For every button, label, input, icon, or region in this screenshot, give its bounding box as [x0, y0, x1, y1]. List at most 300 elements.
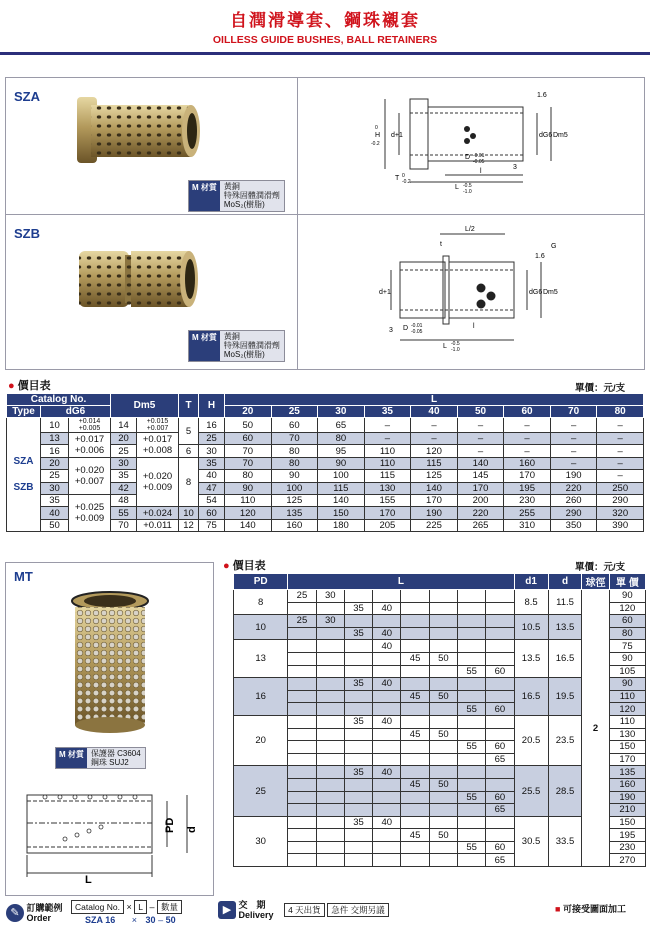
l-cell: [288, 728, 316, 741]
l-cell: [486, 615, 514, 628]
l-cell: 35: [344, 816, 372, 829]
tol-text: +0.024: [142, 507, 173, 519]
D-cell: 25: [111, 445, 137, 457]
l-cell: 25: [288, 615, 316, 628]
dim-label: 3: [389, 327, 393, 334]
material-line: MoS₂(樹脂): [223, 350, 265, 360]
order-label-en: Order: [26, 913, 52, 923]
price-cell: 230: [609, 841, 645, 854]
price-cell: 110: [225, 494, 272, 506]
price-cell: 70: [225, 445, 272, 457]
l-cell: [373, 829, 401, 842]
price-cell: –: [597, 470, 644, 482]
mt-material: [55, 747, 146, 769]
dim-label: d: [186, 826, 198, 833]
l-cell: [344, 791, 372, 804]
l-cell: [429, 715, 457, 728]
price-cell: 115: [318, 482, 365, 494]
l-cell: 50: [429, 652, 457, 665]
l-cell: [316, 652, 344, 665]
price-cell: 320: [597, 507, 644, 519]
price-cell: 255: [504, 507, 551, 519]
tol-text: +0.020: [142, 471, 173, 483]
l-cell: 35: [344, 627, 372, 640]
l-cell: [401, 590, 429, 603]
l-cell: 55: [458, 791, 486, 804]
price-cell: –: [550, 418, 597, 433]
l-cell: 60: [486, 791, 514, 804]
l-cell: [458, 804, 486, 817]
tol-text: +0.025: [74, 502, 105, 514]
l-cell: [288, 715, 316, 728]
order-l-box: L: [134, 900, 147, 914]
h-cell: 25: [199, 433, 225, 445]
l-cell: 40: [373, 640, 401, 653]
Dtol-cell: [137, 457, 179, 507]
price-cell: 110: [364, 445, 411, 457]
table-row: [7, 494, 644, 506]
price-cell: –: [550, 445, 597, 457]
dim-label: 3: [513, 164, 517, 171]
delivery-days-box: [284, 903, 325, 917]
d1-cell: 30.5: [514, 816, 548, 866]
price-cell: 230: [504, 494, 551, 506]
l-cell: [458, 753, 486, 766]
dim-label: PD: [164, 817, 176, 833]
l-cell: [486, 816, 514, 829]
l-cell: [373, 703, 401, 716]
D-cell: 70: [111, 519, 137, 531]
price-cell: 120: [609, 602, 645, 615]
price-cell: 90: [609, 590, 645, 603]
l-cell: [429, 615, 457, 628]
h-cell: 16: [199, 418, 225, 433]
l-cell: [458, 615, 486, 628]
price-cell: 250: [597, 482, 644, 494]
price-cell: 80: [609, 627, 645, 640]
l-cell: [288, 804, 316, 817]
l-cell: [486, 829, 514, 842]
l-cell: 50: [429, 778, 457, 791]
l-cell: [429, 753, 457, 766]
dtol-cell: [69, 418, 111, 433]
price-cell: –: [411, 433, 458, 445]
dim-label: Dm5: [543, 289, 558, 296]
l-cell: [288, 816, 316, 829]
page-title-en: OILLESS GUIDE BUSHES, BALL RETAINERS: [212, 34, 438, 46]
price-cell: 115: [411, 457, 458, 469]
l-cell: [288, 766, 316, 779]
price-cell: 190: [411, 507, 458, 519]
price-cell: 155: [364, 494, 411, 506]
price-cell: 140: [457, 457, 504, 469]
h-cell: 40: [199, 470, 225, 482]
h-cell: 60: [199, 507, 225, 519]
price-cell: 90: [609, 652, 645, 665]
price-cell: 75: [609, 640, 645, 653]
mt-drawing: [15, 785, 210, 885]
l-cell: 45: [401, 690, 429, 703]
dim-label: -1.0: [463, 189, 472, 195]
price-cell: 90: [271, 470, 318, 482]
price-cell: 200: [457, 494, 504, 506]
t-cell: 8: [179, 457, 199, 507]
l-cell: [486, 652, 514, 665]
material-line: MoS₂(樹脂): [223, 200, 265, 210]
l-cell: [429, 602, 457, 615]
tol-text: +0.014 +0.005: [78, 418, 101, 432]
order-qty-box: 數量: [157, 900, 182, 914]
l-cell: [288, 678, 316, 691]
dim-label: H: [375, 132, 381, 139]
price-cell: 310: [504, 519, 551, 531]
price-cell: 225: [411, 519, 458, 531]
l-cell: [486, 690, 514, 703]
l-cell: 60: [486, 741, 514, 754]
l-cell: [429, 627, 457, 640]
l-cell: [316, 690, 344, 703]
price-cell: 220: [550, 482, 597, 494]
l-cell: [401, 766, 429, 779]
price-cell: 110: [609, 690, 645, 703]
custom-note: [555, 902, 626, 915]
table-row: [7, 457, 644, 469]
D-cell: 42: [111, 482, 137, 494]
mt-ball-retainer-image: [60, 585, 160, 735]
l-cell: [316, 854, 344, 867]
l-cell: 40: [373, 766, 401, 779]
price-cell: 90: [318, 457, 365, 469]
d-cell: 35: [41, 494, 69, 506]
page-title-zh: 自潤滑導套、鋼珠襯套: [230, 11, 420, 31]
col-dg6: dG6: [41, 406, 111, 418]
l-cell: [344, 590, 372, 603]
order-example-code: SZA 16: [85, 915, 116, 925]
material-tag: M 材質: [189, 181, 220, 211]
dim-label: dG6: [539, 132, 553, 139]
l-cell: 35: [344, 678, 372, 691]
bullet-icon: ●: [223, 560, 230, 572]
l-cell: [429, 665, 457, 678]
l-cell: [344, 652, 372, 665]
dim-label: -0.2: [371, 141, 380, 147]
table-row: [234, 590, 646, 603]
l-cell: [288, 602, 316, 615]
l-cell: 45: [401, 728, 429, 741]
dim-label: Dm5: [553, 132, 568, 139]
l-cell: [288, 778, 316, 791]
l-cell: [458, 766, 486, 779]
price-cell: 270: [609, 854, 645, 867]
l-cell: [373, 841, 401, 854]
l-cell: [373, 741, 401, 754]
price-table-2-title: [223, 557, 266, 573]
price-cell: –: [597, 433, 644, 445]
l-cell: [316, 741, 344, 754]
D-cell: 55: [111, 507, 137, 519]
l-cell: 35: [344, 766, 372, 779]
dtol-cell: [69, 494, 111, 531]
l-cell: [486, 715, 514, 728]
d1-cell: 10.5: [514, 615, 548, 640]
l-cell: [373, 804, 401, 817]
header-rule: [0, 52, 650, 55]
t-cell: 6: [179, 445, 199, 457]
tol-text: +0.017: [74, 433, 105, 445]
col-l: L: [288, 574, 514, 590]
price-cell: 195: [609, 829, 645, 842]
price-cell: 390: [597, 519, 644, 531]
l-cell: [288, 640, 316, 653]
col-h: H: [199, 394, 225, 418]
price-cell: 95: [318, 445, 365, 457]
l-cell: [316, 665, 344, 678]
price-cell: 205: [364, 519, 411, 531]
l-cell: 60: [486, 703, 514, 716]
l-cell: [344, 778, 372, 791]
l-cell: [458, 778, 486, 791]
price-cell: 130: [364, 482, 411, 494]
l-cell: 40: [373, 715, 401, 728]
dim-label: L: [443, 343, 447, 350]
type-label: SZB: [13, 481, 34, 493]
price-cell: 290: [597, 494, 644, 506]
price-cell: 115: [364, 470, 411, 482]
price-unit-2: 單價：元/支: [575, 562, 626, 573]
material-tag: M 材質: [189, 331, 220, 361]
l-cell: 40: [373, 602, 401, 615]
urgent-box: [327, 903, 388, 917]
d-cell: 10: [41, 418, 69, 433]
col-l-value: 80: [597, 406, 644, 418]
tol-text: +0.015 +0.007: [146, 418, 169, 432]
sza-label: SZA: [14, 89, 40, 104]
material-list: [220, 331, 284, 361]
price-cell: 170: [457, 482, 504, 494]
price-cell: 150: [318, 507, 365, 519]
price-cell: –: [550, 457, 597, 469]
l-cell: [458, 816, 486, 829]
price-cell: 120: [225, 507, 272, 519]
l-cell: [486, 627, 514, 640]
dim-label: G: [551, 243, 557, 250]
price-cell: 150: [609, 741, 645, 754]
table-row: [7, 418, 644, 433]
l-cell: [288, 841, 316, 854]
l-cell: [373, 665, 401, 678]
l-cell: [316, 753, 344, 766]
l-cell: [429, 841, 457, 854]
l-cell: [401, 665, 429, 678]
page-header: [0, 6, 650, 46]
material-line: 黃銅: [223, 182, 240, 191]
tol-text: +0.020: [74, 464, 105, 476]
l-cell: [316, 627, 344, 640]
l-cell: [401, 816, 429, 829]
l-cell: [401, 753, 429, 766]
price-cell: 190: [550, 470, 597, 482]
tol-text: +0.006: [74, 444, 105, 456]
price-cell: 140: [318, 494, 365, 506]
price-cell: 350: [550, 519, 597, 531]
l-cell: [458, 652, 486, 665]
Dtol-cell: [137, 507, 179, 519]
price-cell: –: [364, 418, 411, 433]
l-cell: 55: [458, 703, 486, 716]
price-cell: 170: [364, 507, 411, 519]
order-icon: ✎: [6, 904, 24, 922]
d1-cell: 25.5: [514, 766, 548, 816]
h-cell: 30: [199, 445, 225, 457]
mt-label: MT: [14, 569, 33, 584]
delivery-info: [218, 900, 389, 920]
l-cell: [344, 741, 372, 754]
price-cell: 120: [609, 703, 645, 716]
l-cell: [288, 854, 316, 867]
l-cell: 40: [373, 627, 401, 640]
dim-label: d+1: [391, 132, 403, 139]
dtol-cell: [69, 433, 111, 458]
material-list: [220, 181, 284, 211]
d-cell: 40: [41, 507, 69, 519]
truck-icon: ▶: [218, 901, 236, 919]
material-tag: M 材質: [56, 748, 87, 768]
l-cell: 50: [429, 690, 457, 703]
dim-label: dG6: [529, 289, 543, 296]
l-cell: 45: [401, 778, 429, 791]
price-cell: 140: [225, 519, 272, 531]
l-cell: [373, 590, 401, 603]
dim-label: -0.5: [451, 341, 460, 347]
dim-label: L: [85, 874, 92, 885]
l-cell: [401, 703, 429, 716]
dim-label: 0: [402, 173, 405, 179]
l-cell: [486, 778, 514, 791]
d-cell: 30: [41, 482, 69, 494]
bullet-icon: ●: [8, 380, 15, 392]
material-line: 特殊固體潤滑劑: [223, 191, 280, 201]
h-cell: 75: [199, 519, 225, 531]
col-catalog: Catalog No.: [7, 394, 111, 406]
tol-text: +0.011: [143, 519, 172, 531]
material-line: 保護器 C3604: [90, 749, 141, 758]
D-cell: 30: [111, 457, 137, 469]
price-cell: –: [504, 445, 551, 457]
price-cell: 100: [271, 482, 318, 494]
l-cell: [458, 602, 486, 615]
l-cell: 40: [373, 678, 401, 691]
Dtol-cell: [137, 418, 179, 433]
t-cell: 5: [179, 418, 199, 445]
price-cell: 80: [271, 445, 318, 457]
col-l-value: 30: [318, 406, 365, 418]
dim-label: D: [465, 154, 471, 161]
l-cell: [458, 728, 486, 741]
price-table-1-title: [8, 377, 51, 393]
ball-cell: 2: [582, 590, 609, 867]
tol-text: +0.008: [142, 444, 173, 456]
tol-text: +0.009: [74, 513, 105, 525]
dim-label: -0.01: [411, 323, 423, 329]
col-type: Type: [7, 406, 41, 418]
l-cell: [373, 854, 401, 867]
d1-cell: 20.5: [514, 715, 548, 765]
d-cell: 13.5: [548, 615, 582, 640]
delivery-label-zh: 交 期: [238, 900, 266, 910]
col-price: 單 價: [609, 574, 645, 590]
l-cell: 40: [373, 816, 401, 829]
l-cell: 65: [486, 804, 514, 817]
tol-text: +0.007: [74, 475, 105, 487]
col-l-value: 35: [364, 406, 411, 418]
l-cell: [429, 816, 457, 829]
l-cell: [458, 627, 486, 640]
delivery-days-label: 天出貨: [295, 905, 321, 915]
l-cell: [429, 791, 457, 804]
d-cell: 50: [41, 519, 69, 531]
l-cell: [373, 652, 401, 665]
d-cell: 25: [41, 470, 69, 482]
price-cell: 60: [271, 418, 318, 433]
Dtol-cell: [137, 433, 179, 458]
dim-label: -0.05: [473, 159, 485, 165]
d-cell: 23.5: [548, 715, 582, 765]
urgent-note: 交期另議: [350, 905, 385, 915]
l-cell: 60: [486, 841, 514, 854]
D-cell: 14: [111, 418, 137, 433]
l-cell: [429, 766, 457, 779]
l-cell: [316, 816, 344, 829]
price-cell: 220: [457, 507, 504, 519]
price-cell: 190: [609, 791, 645, 804]
D-cell: 48: [111, 494, 137, 506]
l-cell: [401, 615, 429, 628]
price-cell: 260: [550, 494, 597, 506]
szb-drawing: [355, 222, 585, 352]
panel-divider-v: [297, 77, 298, 370]
l-cell: 35: [344, 715, 372, 728]
col-l-value: 20: [225, 406, 272, 418]
l-cell: 65: [486, 753, 514, 766]
price-cell: –: [597, 418, 644, 433]
price-unit: 單價：元/支: [575, 383, 626, 394]
sza-szb-price-table: [6, 393, 644, 532]
l-cell: [486, 590, 514, 603]
price-cell: 60: [609, 615, 645, 628]
price-cell: 170: [504, 470, 551, 482]
dim-label: -0.2: [402, 179, 411, 185]
d1-cell: 8.5: [514, 590, 548, 615]
l-cell: [458, 854, 486, 867]
price-cell: –: [597, 457, 644, 469]
price-cell: 135: [609, 766, 645, 779]
red-square-icon: ■: [555, 904, 561, 914]
price-cell: 170: [411, 494, 458, 506]
dim-label: 1.6: [535, 253, 545, 260]
sza-bush-image: [75, 95, 205, 167]
l-cell: [344, 690, 372, 703]
l-cell: [401, 715, 429, 728]
col-ball: 球徑: [582, 574, 609, 590]
dim-label: L/2: [465, 226, 475, 233]
price-cell: –: [364, 433, 411, 445]
material-list: [87, 748, 145, 768]
price-cell: 195: [504, 482, 551, 494]
szb-label: SZB: [14, 226, 40, 241]
l-cell: [458, 715, 486, 728]
mt-price-table: [233, 573, 646, 867]
price-cell: 50: [225, 418, 272, 433]
